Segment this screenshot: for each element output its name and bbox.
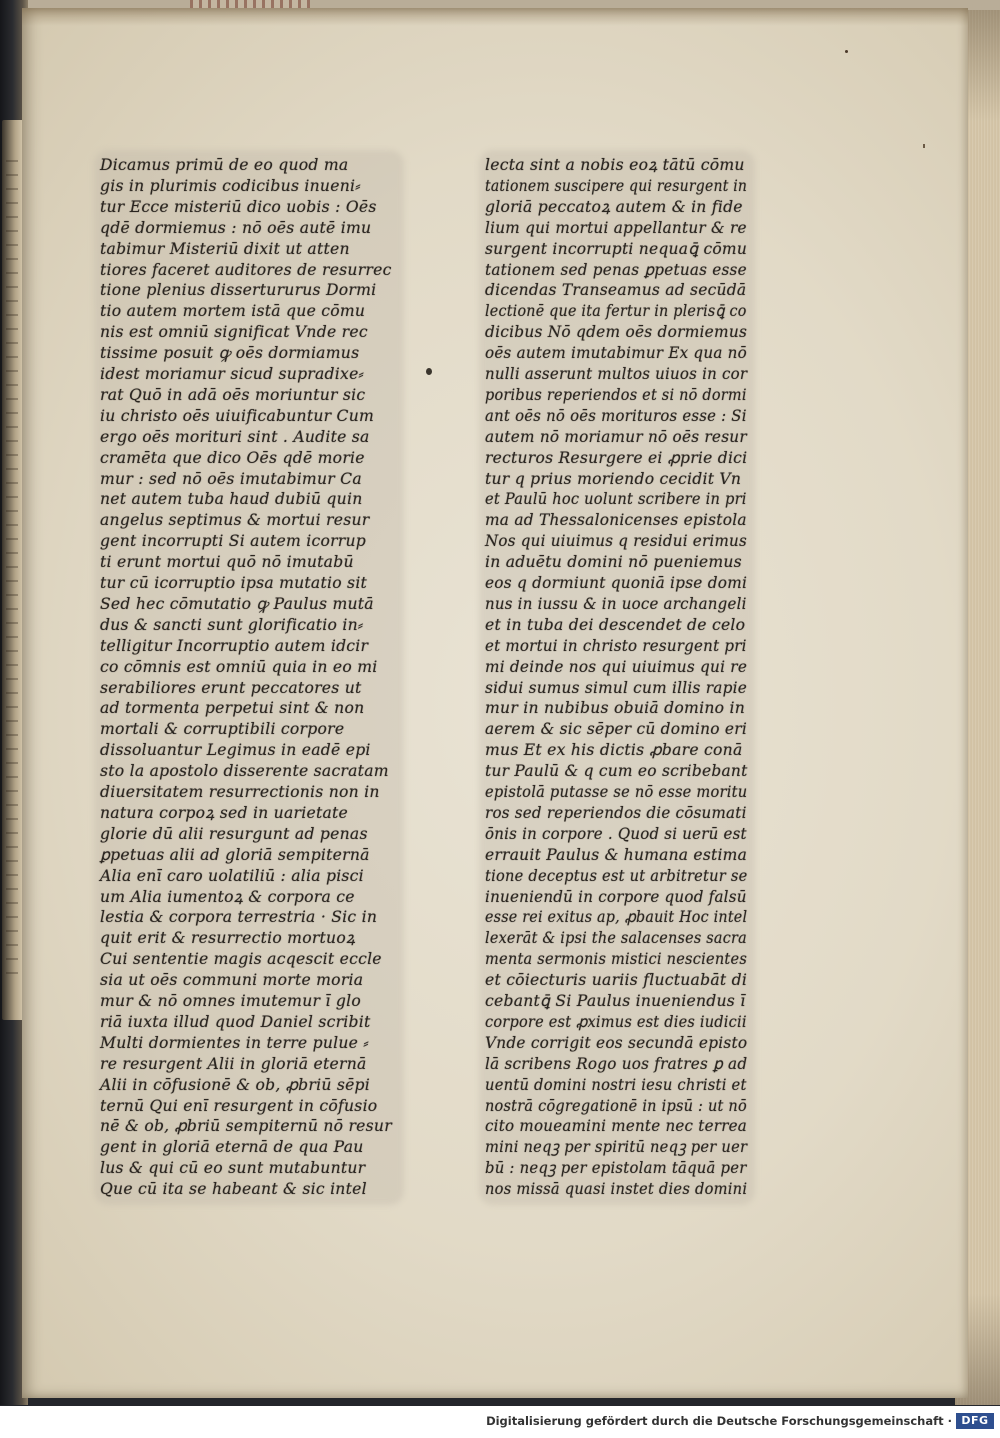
- text-line: bū : neqꝫ per epistolam tāquā per: [485, 1159, 747, 1178]
- text-line: tur q prius moriendo cecidit Vn: [485, 469, 742, 488]
- funding-credit: Digitalisierung gefördert durch die Deutsche Forschungsgemeinschaft ·: [486, 1414, 952, 1428]
- text-line: Multi dormientes in terre pulue ⸗: [100, 1033, 369, 1052]
- text-line: tiores faceret auditores de resurrec: [100, 260, 392, 279]
- text-line: Alia enī caro uolatiliū : alia pisci: [100, 866, 364, 885]
- text-line: gent incorrupti Si autem icorrup: [100, 532, 367, 551]
- text-line: Nos qui uiuimus q residui erimus: [485, 532, 747, 551]
- text-line: cebantꝗ̄ Si Paulus inueniendus ī: [485, 992, 746, 1010]
- text-line: glorie dū alii resurgunt ad penas: [100, 824, 368, 843]
- text-line: sia ut oēs communi morte moria: [100, 971, 364, 990]
- text-line: ꝑpetuas alii ad gloriā sempiternā: [100, 845, 370, 864]
- text-line: corpore est ꝓximus est dies iudicii: [485, 1012, 747, 1031]
- text-line: cito moueamini mente nec terrea: [485, 1117, 748, 1136]
- text-line: angelus septimus & mortui resur: [100, 511, 370, 530]
- text-line: rat Quō in adā oēs moriuntur sic: [100, 385, 366, 404]
- text-line: lā scribens Rogo uos fratres ꝑ ad: [485, 1054, 748, 1073]
- text-line: esse rei exitus ap, ꝓbauit Hoc intel: [485, 908, 748, 927]
- text-line: mini neqꝫ per spiritū neqꝫ per uer: [485, 1138, 748, 1157]
- text-line: et cōiecturis uariis fluctuabāt di: [485, 971, 748, 990]
- text-line: idest moriamur sicud supradixe⸗: [100, 365, 364, 383]
- text-line: recturos Resurgere ei ꝓprie dici: [485, 448, 748, 467]
- text-line: ant oēs nō oēs morituros esse : Si: [485, 406, 747, 425]
- text-line: tione deceptus est ut arbitretur se: [485, 866, 748, 885]
- text-line: ternū Qui enī resurgent in cōfusio: [100, 1096, 378, 1115]
- text-line: mi deinde nos qui uiuimus qui re: [485, 657, 748, 676]
- text-line: ad tormenta perpetui sint & non: [100, 699, 365, 718]
- text-line: in aduētu domini nō pueniemus: [485, 553, 742, 572]
- text-line: sidui sumus simul cum illis rapie: [485, 678, 748, 697]
- text-line: oēs autem imutabimur Ex qua nō: [485, 344, 747, 363]
- text-line: telligitur Incorruptio autem idcir: [100, 636, 369, 655]
- text-line: sto la apostolo disserente sacratam: [100, 762, 389, 781]
- text-line: et Paulū hoc uolunt scribere in pri: [485, 490, 747, 509]
- text-line: dicendas Transeamus ad secūdā: [485, 281, 747, 300]
- text-line: lium qui mortui appellantur & re: [485, 218, 747, 237]
- text-line: tabimur Misteriū dixit ut atten: [100, 239, 350, 258]
- text-line: iu christo oēs uiuificabuntur Cum: [100, 406, 375, 425]
- text-line: gis in plurimis codicibus inueni⸗: [100, 176, 361, 195]
- text-line: dus & sancti sunt glorificatio in⸗: [100, 615, 364, 634]
- text-line: tur Ecce misteriū dico uobis : Oēs: [100, 197, 377, 216]
- text-line: Sed hec cōmutatio ꝙ Paulus mutā: [100, 594, 374, 613]
- text-line: diuersitatem resurrectionis non in: [100, 783, 380, 801]
- text-line: aerem & sic sēper cū domino eri: [485, 720, 748, 739]
- text-line: epistolā putasse se nō esse moritu: [485, 783, 748, 801]
- text-line: ros sed reperiendos die cōsumati: [485, 803, 747, 822]
- text-line: riā iuxta illud quod Daniel scribit: [100, 1012, 371, 1031]
- adjacent-page-sliver: [2, 120, 24, 1020]
- text-line: gent in gloriā eternā de qua Pau: [100, 1138, 364, 1157]
- paper-hole: [426, 368, 432, 375]
- text-line: Alii in cōfusionē & ob, ꝓbriū sēpi: [100, 1075, 371, 1094]
- text-line: Cui sententie magis acqescit eccle: [100, 950, 382, 969]
- text-line: cramēta que dico Oēs qdē morie: [100, 448, 365, 467]
- text-line: autem nō moriamur nō oēs resur: [485, 427, 747, 446]
- text-line: ōnis in corpore . Quod si uerū est: [485, 824, 747, 843]
- text-line: Dicamus primū de eo quod ma: [100, 156, 349, 174]
- text-line: lecta sint a nobis eoꝝ tātū cōmu: [485, 156, 745, 174]
- text-line: um Alia iumentoꝝ & corpora ce: [100, 887, 355, 906]
- text-line: quit erit & resurrectio mortuoꝝ: [100, 929, 356, 948]
- text-line: net autem tuba haud dubiū quin: [100, 490, 363, 509]
- text-line: et mortui in christo resurgent pri: [485, 636, 747, 655]
- text-line: dissoluantur Legimus in eadē epi: [100, 741, 371, 760]
- text-line: lestia & corpora terrestria · Sic in: [100, 908, 378, 927]
- text-line: uentū domini nostri iesu christi et: [485, 1075, 747, 1094]
- text-line: nulli asserunt multos uiuos in cor: [485, 365, 748, 383]
- text-line: mus Et ex his dictis ꝓbare conā: [485, 741, 743, 760]
- text-line: dicibus Nō qdem oēs dormiemus: [485, 323, 748, 342]
- text-line: lectionē que ita fertur in plerisꝗ̄ co: [485, 302, 747, 321]
- text-line: mur : sed nō oēs imutabimur Ca: [100, 469, 362, 488]
- text-line: ti erunt mortui quō nō imutabū: [100, 553, 354, 572]
- text-line: co cōmnis est omniū quia in eo mi: [100, 657, 378, 676]
- paper-speck: [845, 50, 848, 53]
- text-line: natura corpoꝝ sed in uarietate: [100, 803, 348, 822]
- text-line: Que cū ita se habeant & sic intel: [100, 1180, 367, 1199]
- text-line: nis est omniū significat Vnde rec: [100, 323, 368, 342]
- text-line: gloriā peccatoꝝ autem & in fide: [485, 197, 743, 216]
- text-line: tur Paulū & q cum eo scribebant: [485, 762, 748, 781]
- text-line: tationem sed penas ꝑpetuas esse: [485, 260, 747, 279]
- text-line: nos missā quasi instet dies domini: [485, 1180, 748, 1199]
- text-line: errauit Paulus & humana estima: [485, 845, 748, 864]
- text-line: menta sermonis mistici nescientes: [485, 950, 748, 969]
- text-line: surgent incorrupti nequaꝗ̄ cōmu: [485, 239, 748, 258]
- text-line: tio autem mortem istā que cōmu: [100, 302, 366, 321]
- text-line: tur cū icorruptio ipsa mutatio sit: [100, 574, 368, 592]
- text-line: mur in nubibus obuiā domino in: [485, 699, 745, 718]
- footer-bar: [0, 1406, 1000, 1438]
- text-line: Vnde corrigit eos secundā episto: [485, 1033, 748, 1052]
- text-line: poribus reperiendos et si nō dormi: [485, 385, 747, 404]
- text-line: mur & nō omnes imutemur ī glo: [100, 992, 361, 1010]
- text-line: tationem suscipere qui resurgent in: [485, 176, 748, 195]
- text-line: serabiliores erunt peccatores ut: [100, 678, 362, 697]
- text-line: et in tuba dei descendet de celo: [485, 615, 746, 634]
- paper-speck: [923, 144, 925, 148]
- dfg-logo: DFG: [956, 1413, 994, 1429]
- text-line: tissime posuit ꝙ oēs dormiamus: [100, 344, 360, 363]
- text-line: nē & ob, ꝓbriū sempiternū nō resur: [100, 1117, 392, 1136]
- text-line: mortali & corruptibili corpore: [100, 720, 345, 739]
- text-line: eos q dormiunt quoniā ipse domi: [485, 574, 748, 592]
- text-line: nostrā cōgregationē in ipsū : ut nō: [485, 1096, 747, 1115]
- text-line: re resurgent Alii in gloriā eternā: [100, 1054, 367, 1073]
- text-line: inueniendū in corpore quod falsū: [485, 887, 747, 906]
- text-line: tione plenius dissertururus Dormi: [100, 281, 377, 300]
- text-line: nus in iussu & in uoce archangeli: [485, 594, 747, 613]
- text-line: lus & qui cū eo sunt mutabuntur: [100, 1159, 366, 1178]
- text-line: ergo oēs morituri sint . Audite sa: [100, 427, 370, 446]
- text-line: ma ad Thessalonicenses epistola: [485, 511, 747, 530]
- text-line: lexerāt & ipsi the salacenses sacra: [485, 929, 747, 948]
- text-line: qdē dormiemus : nō oēs autē imu: [100, 218, 372, 237]
